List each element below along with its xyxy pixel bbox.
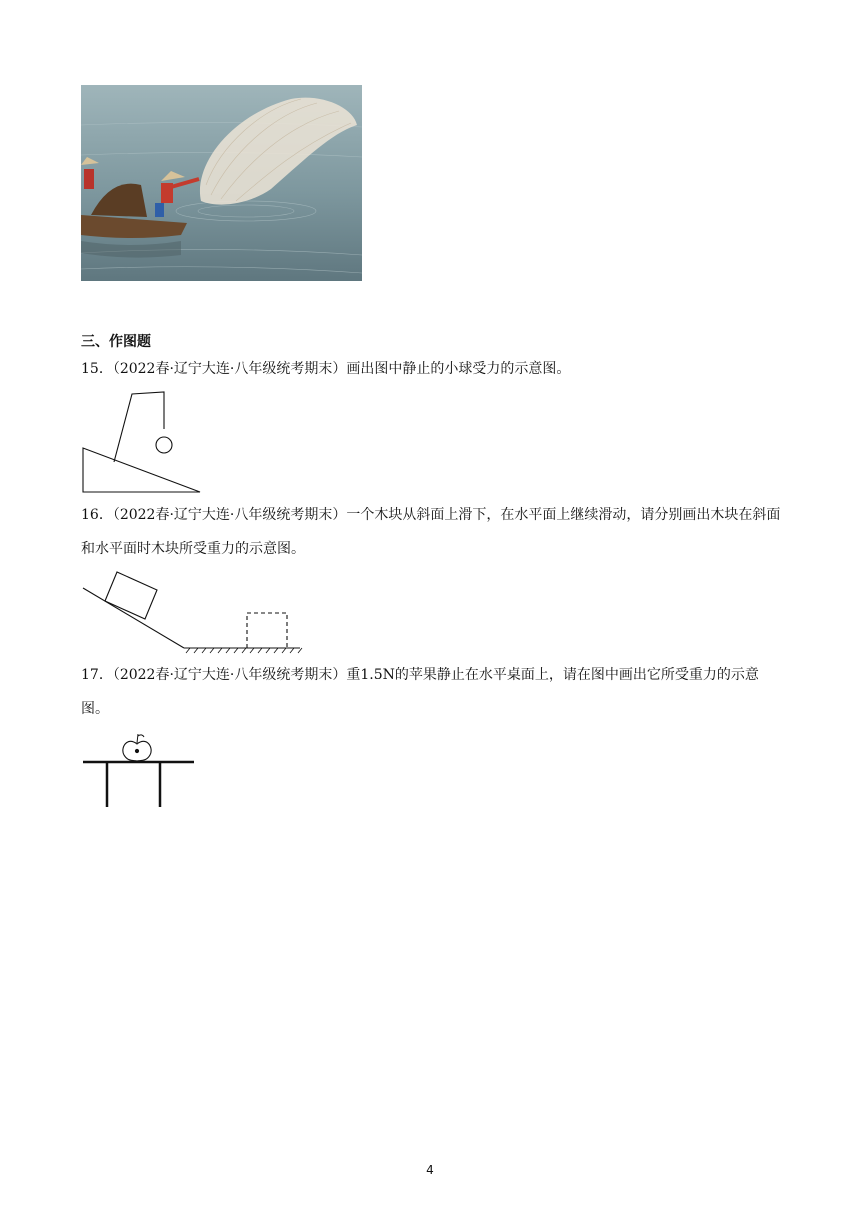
incline	[83, 448, 200, 492]
question-number: 16．	[81, 507, 113, 523]
question-text: 重1.5N的苹果静止在水平桌面上，请在图中画出它所受重力的示意图。	[81, 667, 759, 717]
apple-on-table-figure	[82, 730, 197, 814]
ground-hatching	[186, 648, 302, 653]
question-text: 画出图中静止的小球受力的示意图。	[346, 361, 571, 377]
ball	[156, 437, 172, 453]
center-of-gravity	[135, 749, 138, 752]
page-number: 4	[426, 1163, 434, 1177]
section-heading: 三、作图题	[81, 334, 151, 350]
question-16	[81, 498, 781, 566]
question-text: 一个木块从斜面上滑下，在水平面上继续滑动，请分别画出木块在斜面和水平面时木块所受重力的示意图。	[81, 507, 781, 557]
hanging-ball-figure	[82, 390, 207, 499]
fishing-net-photo	[81, 85, 362, 281]
question-source: （2022春·辽宁大连·八年级统考期末）	[112, 667, 347, 683]
block-on-ground	[247, 613, 287, 648]
question-number: 15．	[81, 361, 113, 377]
bracket	[114, 392, 164, 462]
question-source: （2022春·辽宁大连·八年级统考期末）	[112, 361, 347, 377]
sliding-block-figure	[82, 570, 307, 659]
slope	[83, 588, 184, 648]
question-number: 17．	[81, 667, 113, 683]
block-on-slope	[105, 572, 157, 619]
question-15	[81, 352, 781, 386]
question-source: （2022春·辽宁大连·八年级统考期末）	[112, 507, 347, 523]
question-17	[81, 658, 781, 726]
